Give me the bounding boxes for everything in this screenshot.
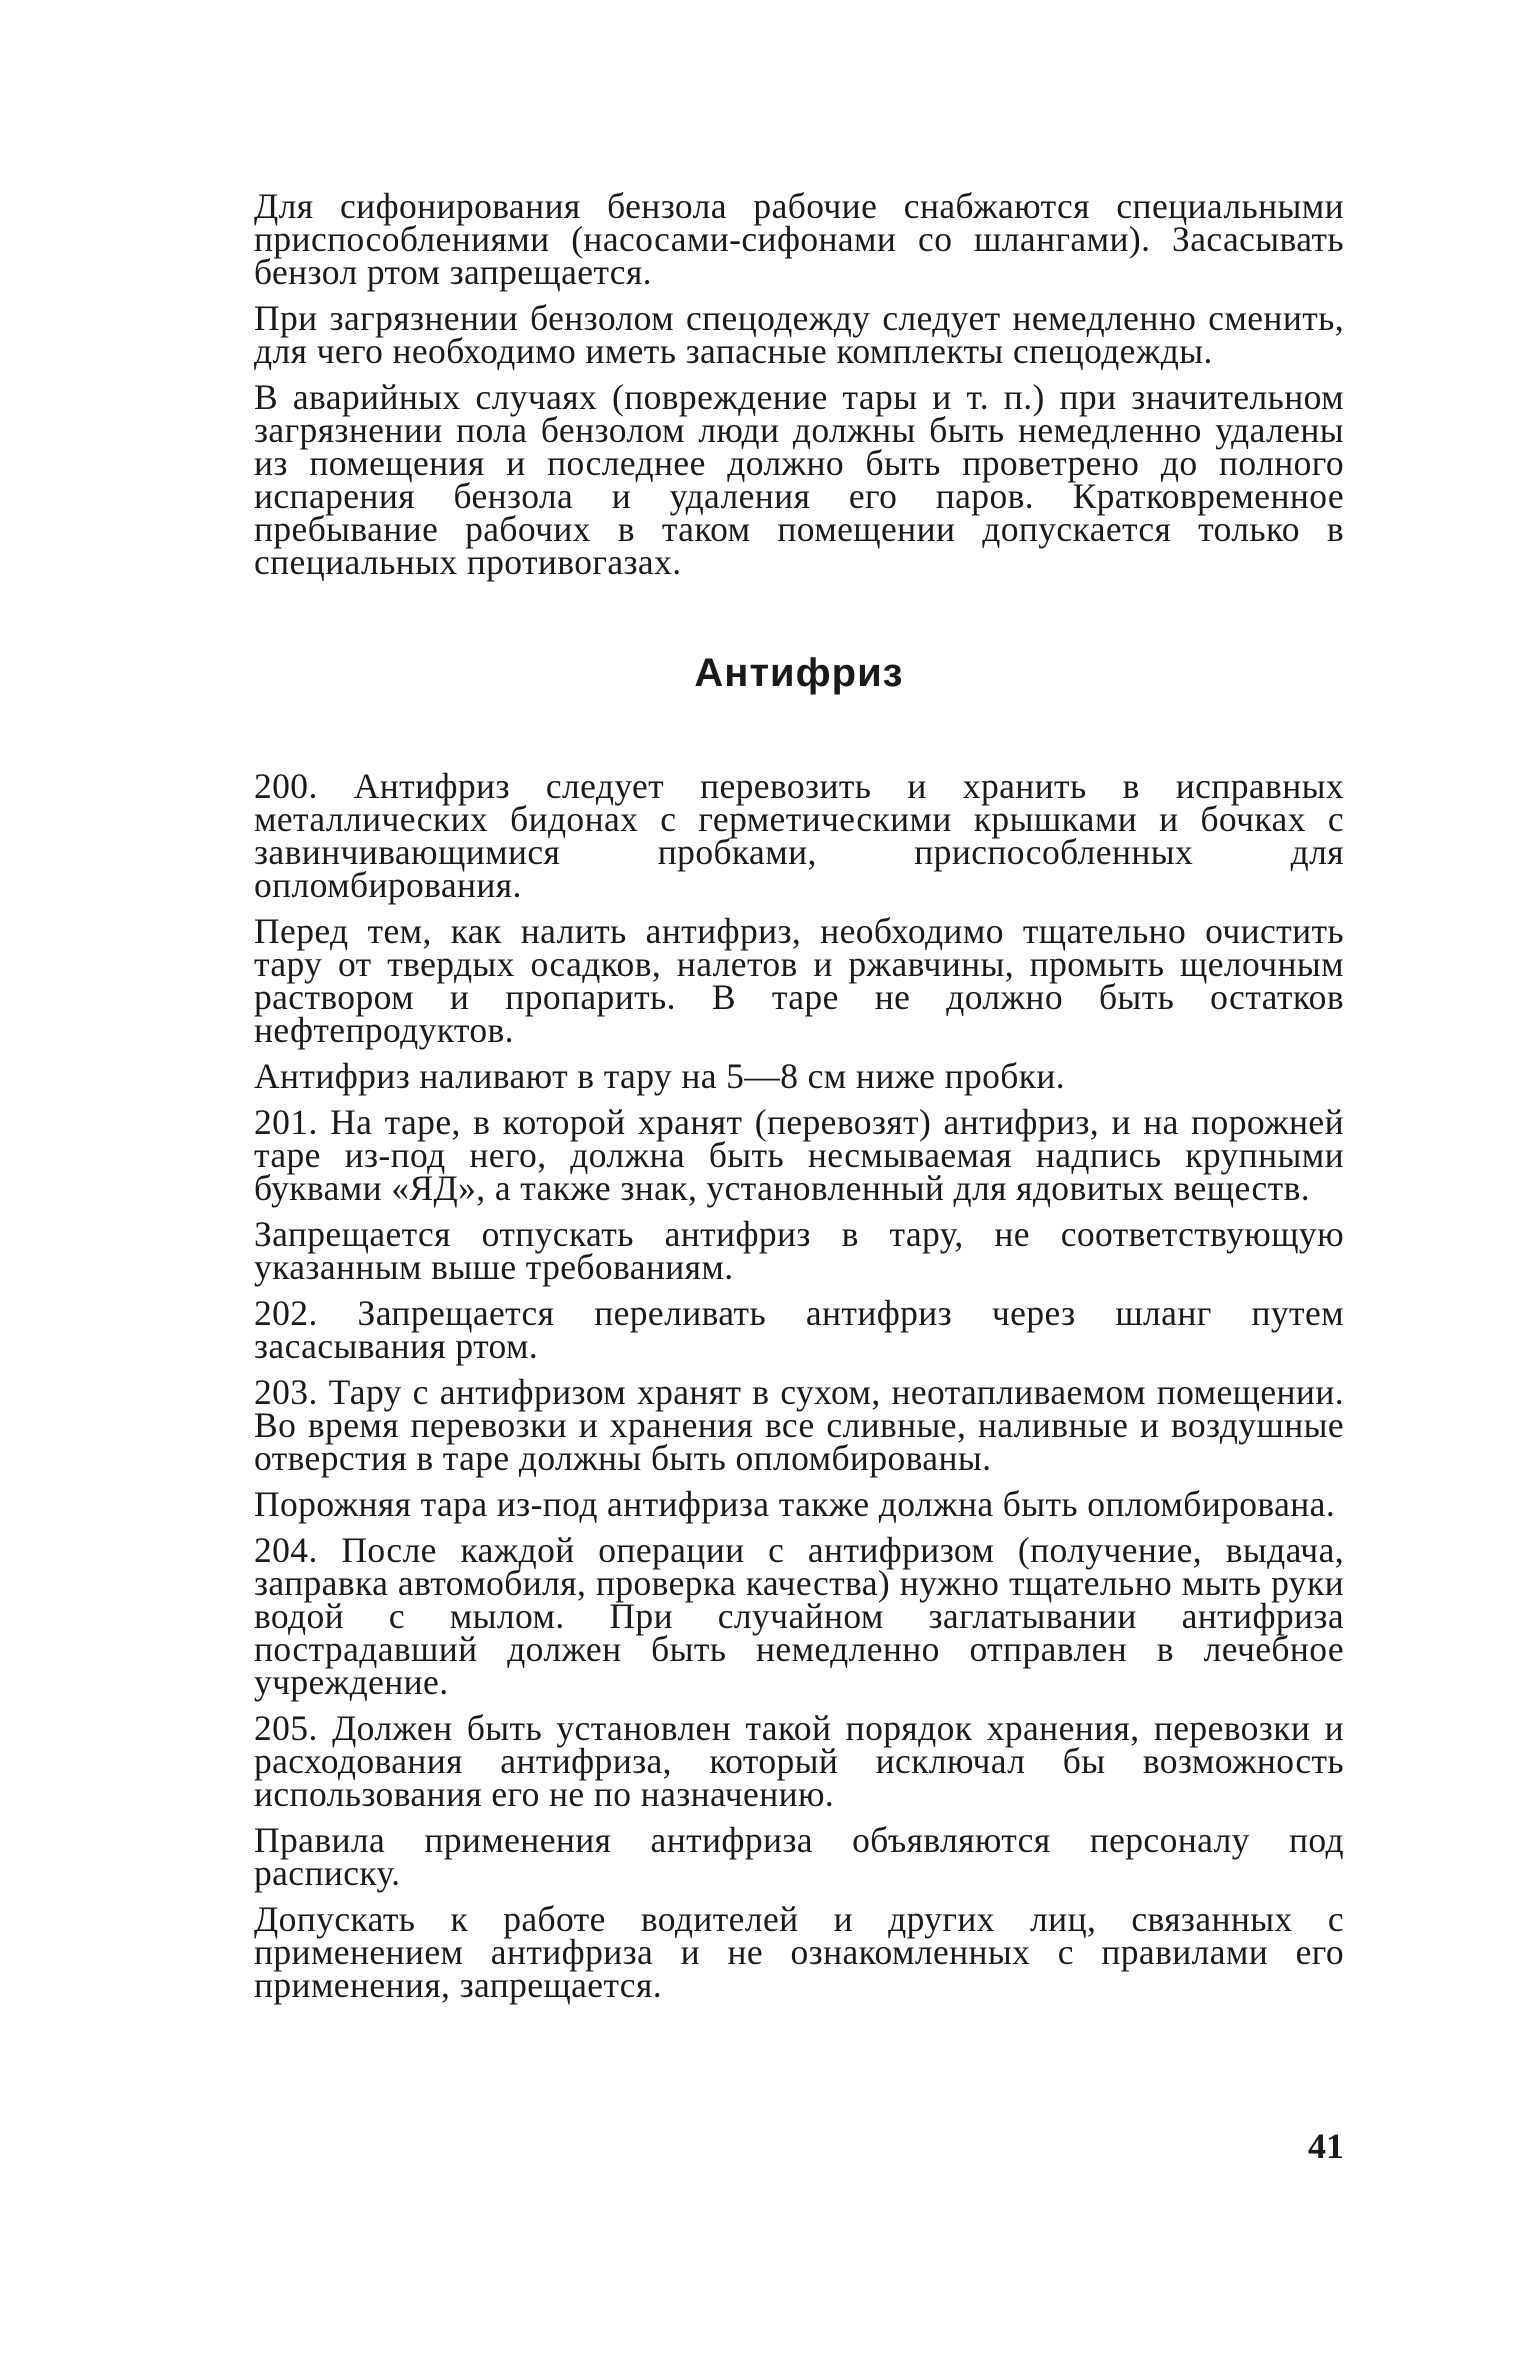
text-column [254, 186, 1344, 2015]
paragraph-203: 203. Тару с антифризом хранят в сухом, неотапливаемом помещении. Во время перевозки и хранения все сливные, наливные и воздушные отверстия в таре должны быть опломбированы. [254, 1372, 1344, 1478]
intro-paragraph-1: Для сифонирования бензола рабочие снабжаются специальными приспособлениями (насосами-сифонами со шлангами). Засасывать бензол ртом запрещается. [254, 186, 1344, 292]
paragraph-205-admission: Допускать к работе водителей и других лиц, связанных с применением антифриза и не ознакомленных с правилами его применения, запрещается. [254, 1899, 1344, 2005]
paragraph-205-rules: Правила применения антифриза объявляются персоналу под расписку. [254, 1820, 1344, 1893]
paragraph-204: 204. После каждой операции с антифризом (получение, выдача, заправка автомобиля, проверка качества) нужно тщательно мыть руки водой с мылом. При случайном заглатывании антифриза пострадавший должен быть немедленно отправлен в лечебное учреждение. [254, 1530, 1344, 1702]
paragraph-200: 200. Антифриз следует перевозить и хранить в исправных металлических бидонах с герметическими крышками и бочках с завинчивающимися пробками, приспособленных для опломбирования. [254, 766, 1344, 905]
intro-paragraph-2: При загрязнении бензолом спецодежду следует немедленно сменить, для чего необходимо иметь запасные комплекты спецодежды. [254, 298, 1344, 371]
paragraph-201-prohibition: Запрещается отпускать антифриз в тару, не соответствующую указанным выше требованиям. [254, 1214, 1344, 1287]
intro-paragraph-3: В аварийных случаях (повреждение тары и т. п.) при значительном загрязнении пола бензолом люди должны быть немедленно удалены из помещения и последнее должно быть проветрено до полного испарения бензола и удаления его паров. Кратковременное пребывание рабочих в таком помещении допускается только в специальных противогазах. [254, 377, 1344, 582]
paragraph-201: 201. На таре, в которой хранят (перевозят) антифриз, и на порожней таре из-под него, должна быть несмываемая надпись крупными буквами «ЯД», а также знак, установленный для ядовитых веществ. [254, 1102, 1344, 1208]
page-number: 41 [1308, 2126, 1344, 2166]
paragraph-200-filling: Антифриз наливают в тару на 5—8 см ниже пробки. [254, 1056, 1066, 1096]
paragraph-200-cleaning: Перед тем, как налить антифриз, необходимо тщательно очистить тару от твердых осадков, налетов и ржавчины, промыть щелочным раствором и пропарить. В таре не должно быть остатков нефтепродуктов. [254, 911, 1344, 1050]
paragraph-202: 202. Запрещается переливать антифриз через шланг путем засасывания ртом. [254, 1293, 1344, 1366]
paragraph-205: 205. Должен быть установлен такой порядок хранения, перевозки и расходования антифриза, который исключал бы возможность использования его не по назначению. [254, 1708, 1344, 1814]
section-title: Антифриз [694, 651, 904, 695]
paragraph-203-empty-containers: Порожняя тара из-под антифриза также должна быть опломбирована. [254, 1484, 1336, 1524]
